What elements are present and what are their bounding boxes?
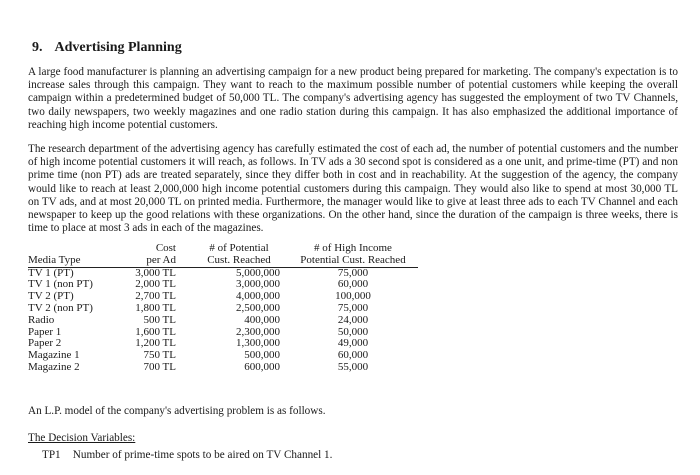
column-header: Potential Cust. Reached (288, 255, 418, 267)
table-cell: Magazine 2 (28, 360, 80, 373)
model-intro: An L.P. model of the company's advertising problem is as follows. (28, 405, 326, 417)
table-cell: 3,000,000 (236, 278, 280, 291)
intro-paragraph: A large food manufacturer is planning an advertising campaign for a new product being prepared for marketing. The company's expectation is to increase sales through this campaign. They want to reach to the maximum possible number of potential customers while keeping the overall campaign within a predetermined budget of 50,000 TL. The company's advertising agency has suggested the employment of two TV Channels, two daily newspapers, two weekly magazines and one radio station during this campaign. It has also emphasized the additional importance of reaching high income potential customers. (28, 66, 678, 131)
research-paragraph: The research department of the advertising agency has carefully estimated the cost of each ad, the number of potential customers and the number of high income potential customers it will reach, as follows. In TV ads a 30 second spot is considered as a one unit, and prime-time (PT) and non prime time (non PT) ads are treated separately, since they differ both in cost and in reachability. At the suggestion of the agency, the company would like to reach at least 2,000,000 high income potential customers during this campaign. They would also like to spend at most 30,000 TL on TV ads, and at most 20,000 TL on printed media. Furthermore, the manager would like to give at least three ads to each TV Channel and each newspaper to keep up the good relations with these organizations. On the other hand, since the duration of the campaign is three weeks, there is time to place at most 3 ads in each of the magazines. (28, 143, 678, 235)
table-header-row (28, 255, 418, 267)
table-cell: 75,000 (337, 266, 369, 279)
table-cell: 49,000 (337, 337, 369, 350)
table-cell: 24,000 (337, 313, 369, 326)
table-cell: 700 TL (143, 360, 176, 373)
table-cell: 2,700 TL (135, 290, 176, 303)
table-cell: 1,800 TL (135, 301, 176, 314)
table-cell: 2,500,000 (236, 301, 280, 314)
column-header: Cust. Reached (176, 255, 288, 267)
table-cell: 60,000 (337, 349, 369, 362)
section-title: Advertising Planning (54, 40, 182, 55)
table-cell: 750 TL (143, 349, 176, 362)
table-body (28, 267, 418, 374)
table-cell: 100,000 (335, 290, 371, 303)
table-cell: 55,000 (337, 360, 369, 373)
decision-variable (42, 449, 332, 461)
table-cell: 600,000 (244, 360, 280, 373)
table-row (28, 303, 418, 315)
column-header: Media Type (28, 255, 124, 267)
table-cell: Paper 2 (28, 337, 62, 350)
table-cell: 2,000 TL (135, 278, 176, 291)
table-cell: 1,600 TL (135, 325, 176, 338)
section-heading (32, 40, 182, 56)
table-cell: 50,000 (337, 325, 369, 338)
table-cell: 5,000,000 (236, 266, 280, 279)
table-cell: 500 TL (143, 313, 176, 326)
table-cell: Magazine 1 (28, 349, 80, 362)
table-cell: TV 2 (non PT) (28, 301, 93, 314)
header-top-cell: # of High Income (314, 242, 392, 254)
table-row (28, 315, 418, 327)
header-top-cell: # of Potential (209, 242, 269, 254)
table-cell: 1,300,000 (236, 337, 280, 350)
table-cell: 400,000 (244, 313, 280, 326)
column-header: per Ad (124, 255, 176, 267)
table-cell: TV 2 (PT) (28, 290, 74, 303)
header-top-cell: Cost (155, 242, 176, 254)
table-cell: 3,000 TL (135, 266, 176, 279)
decision-variables-heading: The Decision Variables: (28, 432, 136, 444)
variable-description: Number of prime-time spots to be aired on TV Channel 1. (72, 449, 333, 461)
table-cell: 500,000 (244, 349, 280, 362)
table-row (28, 362, 418, 374)
table-cell: 2,300,000 (236, 325, 280, 338)
table-cell: 75,000 (337, 301, 369, 314)
variable-name: TP1 (42, 449, 61, 461)
table-cell: TV 1 (PT) (28, 266, 74, 279)
table-cell: 60,000 (337, 278, 369, 291)
table-cell: 4,000,000 (236, 290, 280, 303)
table-cell: 1,200 TL (135, 337, 176, 350)
table-cell: Paper 1 (28, 325, 62, 338)
table-cell: TV 1 (non PT) (28, 278, 93, 291)
section-number: 9. (32, 40, 43, 55)
media-table (28, 243, 418, 374)
table-cell: Radio (28, 313, 55, 326)
